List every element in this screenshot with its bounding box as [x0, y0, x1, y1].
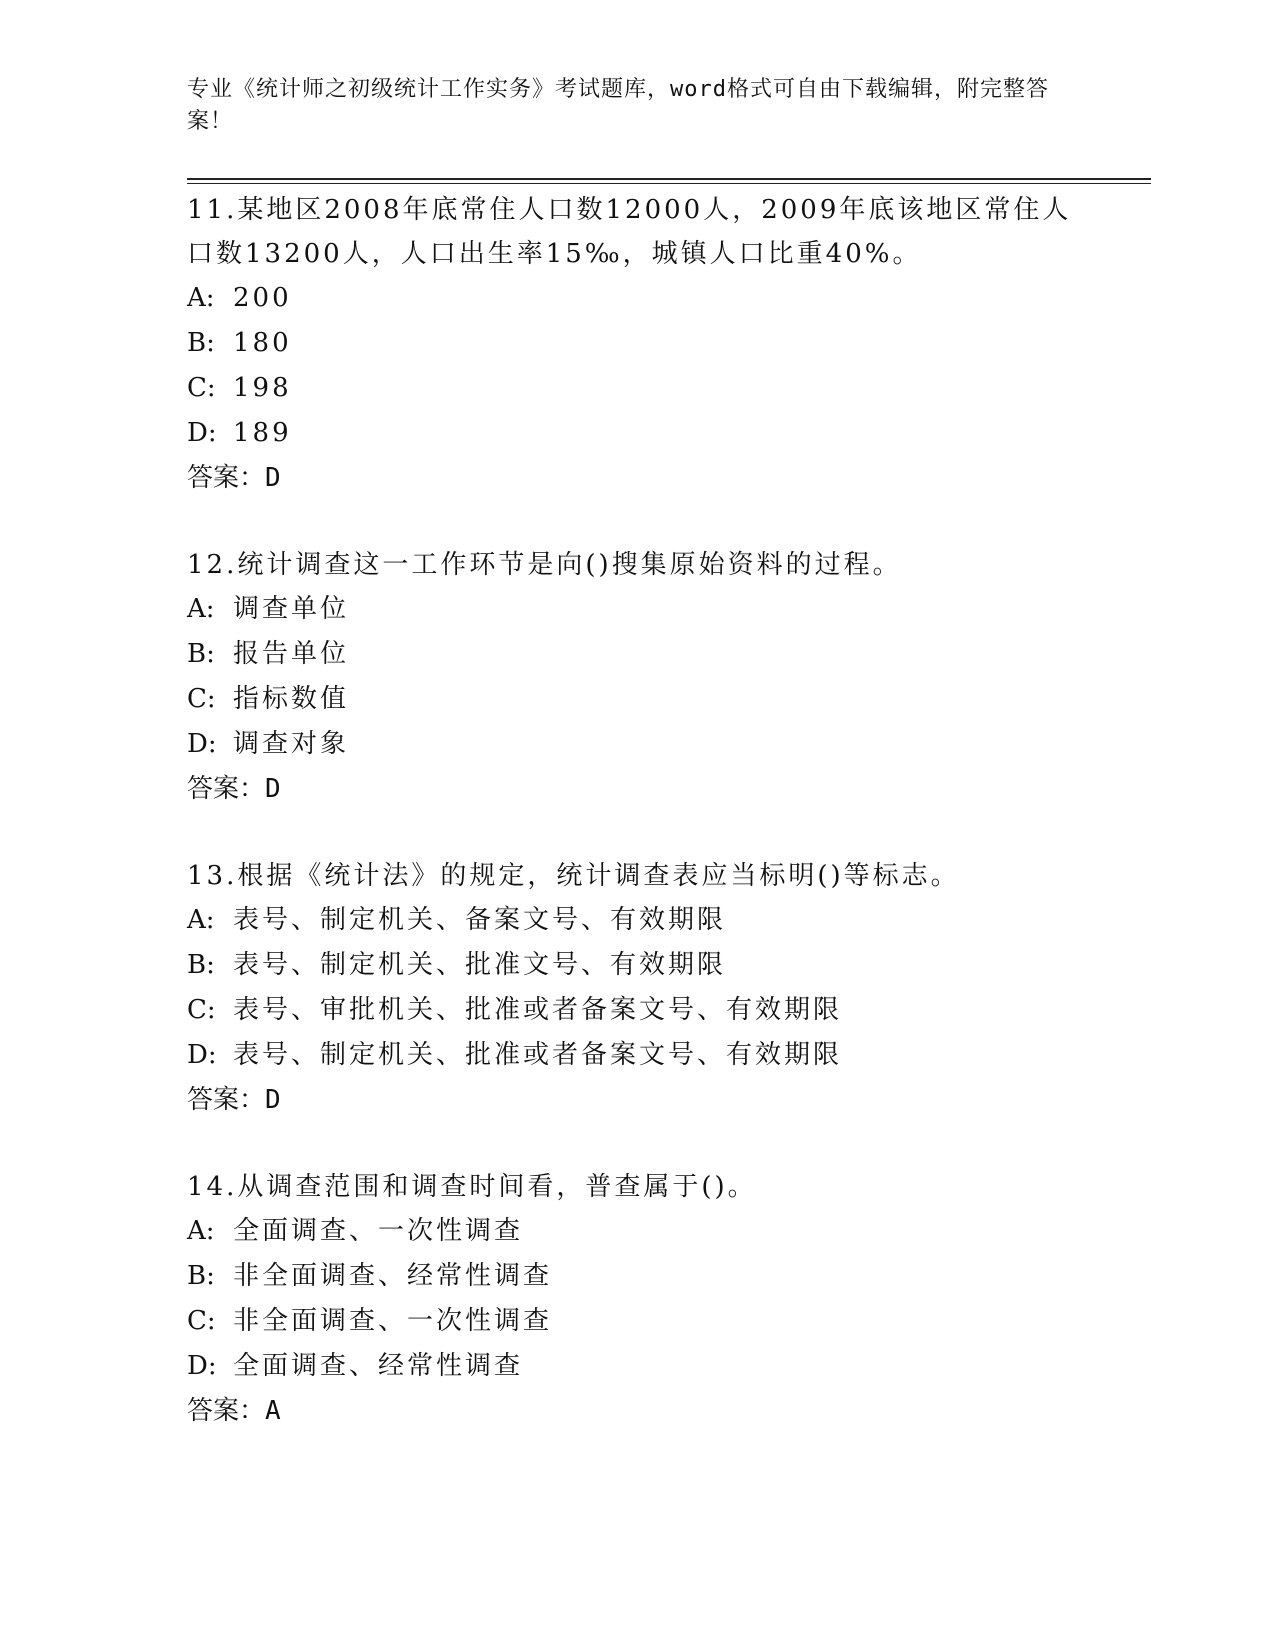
- option-text: 表号、制定机关、批准或者备案文号、有效期限: [233, 1040, 843, 1070]
- option-letter: A:: [187, 1216, 215, 1246]
- spacer: [187, 1122, 1087, 1165]
- option-a: [187, 1209, 1087, 1254]
- question-14: [187, 1165, 1087, 1433]
- option-letter: B:: [187, 1261, 215, 1291]
- option-letter: A:: [187, 283, 215, 313]
- answer-line: 答案：D: [187, 1085, 281, 1115]
- option-b: [187, 632, 1087, 677]
- question-list: [187, 188, 1087, 1433]
- option-text: 全面调查、一次性调查: [233, 1216, 524, 1246]
- option-a: [187, 276, 1087, 321]
- option-text: 指标数值: [233, 684, 350, 714]
- option-letter: D:: [187, 418, 217, 448]
- question-12: [187, 543, 1087, 811]
- option-a: [187, 587, 1087, 632]
- option-letter: B:: [187, 328, 215, 358]
- option-text: 非全面调查、一次性调查: [233, 1306, 553, 1336]
- option-letter: C:: [187, 373, 216, 403]
- option-a: [187, 898, 1087, 943]
- header-text: 专业《统计师之初级统计工作实务》考试题库，word格式可自由下载编辑，附完整答案！: [187, 77, 1049, 134]
- option-text: 表号、制定机关、批准文号、有效期限: [233, 950, 727, 980]
- option-letter: C:: [187, 1306, 216, 1336]
- header-divider: [187, 178, 1151, 184]
- question-stem: 13.根据《统计法》的规定，统计调查表应当标明()等标志。: [187, 861, 960, 891]
- option-letter: C:: [187, 684, 216, 714]
- option-text: 全面调查、经常性调查: [233, 1351, 524, 1381]
- option-c: [187, 988, 1087, 1033]
- option-b: [187, 943, 1087, 988]
- option-letter: A:: [187, 594, 215, 624]
- option-d: [187, 722, 1087, 767]
- option-letter: D:: [187, 1040, 217, 1070]
- option-text: 表号、制定机关、备案文号、有效期限: [233, 905, 727, 935]
- question-13: [187, 854, 1087, 1122]
- option-letter: B:: [187, 639, 215, 669]
- question-stem: 14.从调查范围和调查时间看，普查属于()。: [187, 1172, 757, 1202]
- option-c: [187, 677, 1087, 722]
- answer-line: 答案：A: [187, 1396, 281, 1426]
- option-c: [187, 1299, 1087, 1344]
- option-text: 189: [233, 418, 292, 448]
- option-text: 198: [233, 373, 292, 403]
- question-stem: 12.统计调查这一工作环节是向()搜集原始资料的过程。: [187, 550, 902, 580]
- option-text: 调查单位: [233, 594, 350, 624]
- option-b: [187, 321, 1087, 366]
- option-d: [187, 411, 1087, 456]
- option-letter: D:: [187, 1351, 217, 1381]
- option-b: [187, 1254, 1087, 1299]
- option-letter: C:: [187, 995, 216, 1025]
- option-text: 180: [233, 328, 292, 358]
- option-letter: B:: [187, 950, 215, 980]
- option-text: 200: [233, 283, 292, 313]
- spacer: [187, 811, 1087, 854]
- option-d: [187, 1344, 1087, 1389]
- spacer: [187, 500, 1087, 543]
- question-11: [187, 188, 1087, 500]
- option-text: 调查对象: [233, 729, 350, 759]
- option-text: 报告单位: [233, 639, 350, 669]
- option-letter: D:: [187, 729, 217, 759]
- answer-line: 答案：D: [187, 463, 281, 493]
- option-text: 非全面调查、经常性调查: [233, 1261, 553, 1291]
- option-c: [187, 366, 1087, 411]
- document-header: [187, 74, 1067, 138]
- answer-line: 答案：D: [187, 774, 281, 804]
- option-letter: A:: [187, 905, 215, 935]
- option-text: 表号、审批机关、批准或者备案文号、有效期限: [233, 995, 843, 1025]
- option-d: [187, 1033, 1087, 1078]
- question-stem: 11.某地区2008年底常住人口数12000人，2009年底该地区常住人口数13200人，人口出生率15‰，城镇人口比重40%。: [187, 195, 1072, 269]
